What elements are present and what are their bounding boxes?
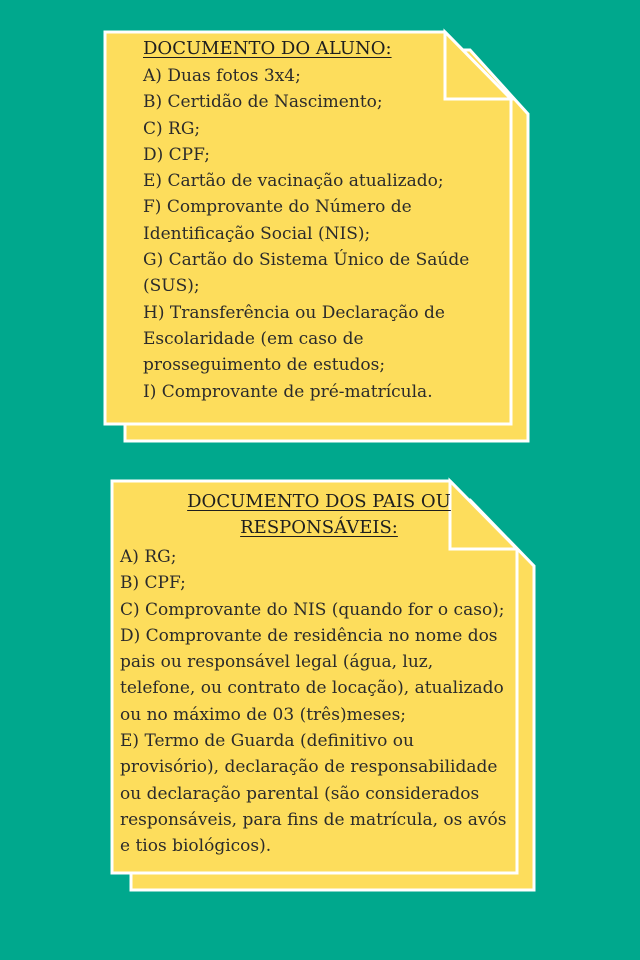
list-item: I) Comprovante de pré-matrícula. <box>143 381 433 402</box>
list-item: F) Comprovante do Número de Identificação Social (NIS); <box>143 197 412 244</box>
list-item: D) Comprovante de residência no nome dos pais ou responsável legal (água, luz, telefone, ou contrato de locação), atualizado ou no máximo de 03 (três)meses; <box>120 625 504 725</box>
student-documents-title: DOCUMENTO DO ALUNO: <box>143 38 392 59</box>
list-item: C) Comprovante do NIS (quando for o caso); <box>120 599 505 620</box>
parent-documents-title: DOCUMENTO DOS PAIS OU RESPONSÁVEIS: <box>187 491 451 538</box>
list-item: C) RG; <box>143 118 201 139</box>
list-item: B) Certidão de Nascimento; <box>143 92 383 113</box>
list-item: D) CPF; <box>143 144 211 165</box>
list-item: G) Cartão do Sistema Único de Saúde (SUS); <box>143 250 470 297</box>
list-item: A) RG; <box>120 547 177 567</box>
list-item: E) Termo de Guarda (definitivo ou provisório), declaração de responsabilidade ou declaração parental (são considerados responsáveis, para fins de matrícula, os avós e tios biológicos). <box>120 731 507 857</box>
parent-documents-content <box>120 489 508 860</box>
list-item: B) CPF; <box>120 573 186 594</box>
list-item: H) Transferência ou Declaração de Escolaridade (em caso de prosseguimento de estudos; <box>143 302 445 376</box>
list-item: E) Cartão de vacinação atualizado; <box>143 171 444 192</box>
list-item: A) Duas fotos 3x4; <box>143 66 301 86</box>
